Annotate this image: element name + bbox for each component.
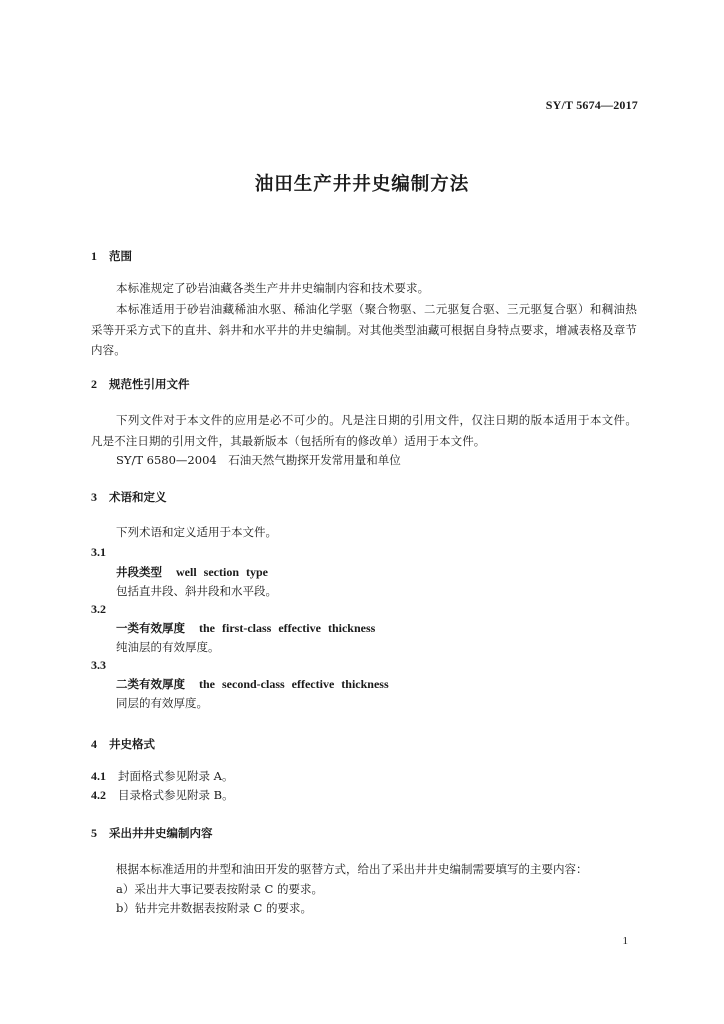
clause xyxy=(91,768,233,784)
paragraph: 本标准规定了砂岩油藏各类生产井井史编制内容和技术要求。 xyxy=(116,281,430,295)
section-title: 术语和定义 xyxy=(109,490,167,504)
term-definition: 纯油层的有效厚度。 xyxy=(116,640,220,654)
clause-text: 目录格式参见附录 B。 xyxy=(118,788,234,802)
term-english: the first-class effective thickness xyxy=(199,621,376,635)
term-english: well section type xyxy=(176,565,268,579)
term-number: 3.1 xyxy=(91,545,106,559)
term-heading xyxy=(116,676,389,692)
clause-number: 4.2 xyxy=(91,788,106,802)
list-item: a）采出井大事记要表按附录 C 的要求。 xyxy=(116,882,323,896)
section-title: 采出井井史编制内容 xyxy=(109,826,213,840)
term-heading xyxy=(116,620,375,636)
reference-item: SY/T 6580—2004 石油天然气勘探开发常用量和单位 xyxy=(116,453,401,467)
paragraph: 下列术语和定义适用于本文件。 xyxy=(116,525,277,539)
clause-number: 4.1 xyxy=(91,769,106,783)
term-definition: 包括直井段、斜井段和水平段。 xyxy=(116,584,277,598)
section-title: 井史格式 xyxy=(109,737,155,751)
term-number: 3.2 xyxy=(91,602,106,616)
standard-code: SY/T 5674—2017 xyxy=(545,98,638,112)
clause-text: 封面格式参见附录 A。 xyxy=(118,769,234,783)
document-title: 油田生产井井史编制方法 xyxy=(254,174,470,195)
section-number: 5 xyxy=(91,826,97,840)
term-chinese: 一类有效厚度 xyxy=(116,621,185,635)
section-number: 3 xyxy=(91,490,97,504)
section-heading-production-well-history xyxy=(91,825,213,841)
section-title: 范围 xyxy=(109,249,132,263)
paragraph: 下列文件对于本文件的应用是必不可少的。凡是注日期的引用文件，仅注日期的版本适用于本文件。凡是不注日期的引用文件，其最新版本（包括所有的修改单）适用于本文件。 xyxy=(91,413,637,448)
section-number: 4 xyxy=(91,737,97,751)
term-chinese: 二类有效厚度 xyxy=(116,677,185,691)
page-number: 1 xyxy=(622,935,628,947)
term-english: the second-class effective thickness xyxy=(199,677,389,691)
section-heading-well-history-format xyxy=(91,736,155,752)
paragraph: 本标准适用于砂岩油藏稀油水驱、稀油化学驱（聚合物驱、二元驱复合驱、三元驱复合驱）和稠油热采等开采方式下的直井、斜井和水平井的井史编制。对其他类型油藏可根据自身特点要求，增减表格及章节内容。 xyxy=(91,302,637,357)
clause xyxy=(91,787,234,803)
term-number: 3.3 xyxy=(91,658,106,672)
list-item: b）钻井完井数据表按附录 C 的要求。 xyxy=(116,901,312,915)
paragraph: 根据本标准适用的井型和油田开发的驱替方式，给出了采出井井史编制需要填写的主要内容： xyxy=(116,862,588,876)
term-definition: 同层的有效厚度。 xyxy=(116,696,208,710)
section-title: 规范性引用文件 xyxy=(109,377,190,391)
section-number: 2 xyxy=(91,377,97,391)
section-number: 1 xyxy=(91,249,97,263)
term-heading xyxy=(116,564,268,580)
term-chinese: 井段类型 xyxy=(116,565,162,579)
section-heading-normative-references xyxy=(91,376,190,392)
section-heading-terms xyxy=(91,489,167,505)
section-heading-scope xyxy=(91,248,132,264)
